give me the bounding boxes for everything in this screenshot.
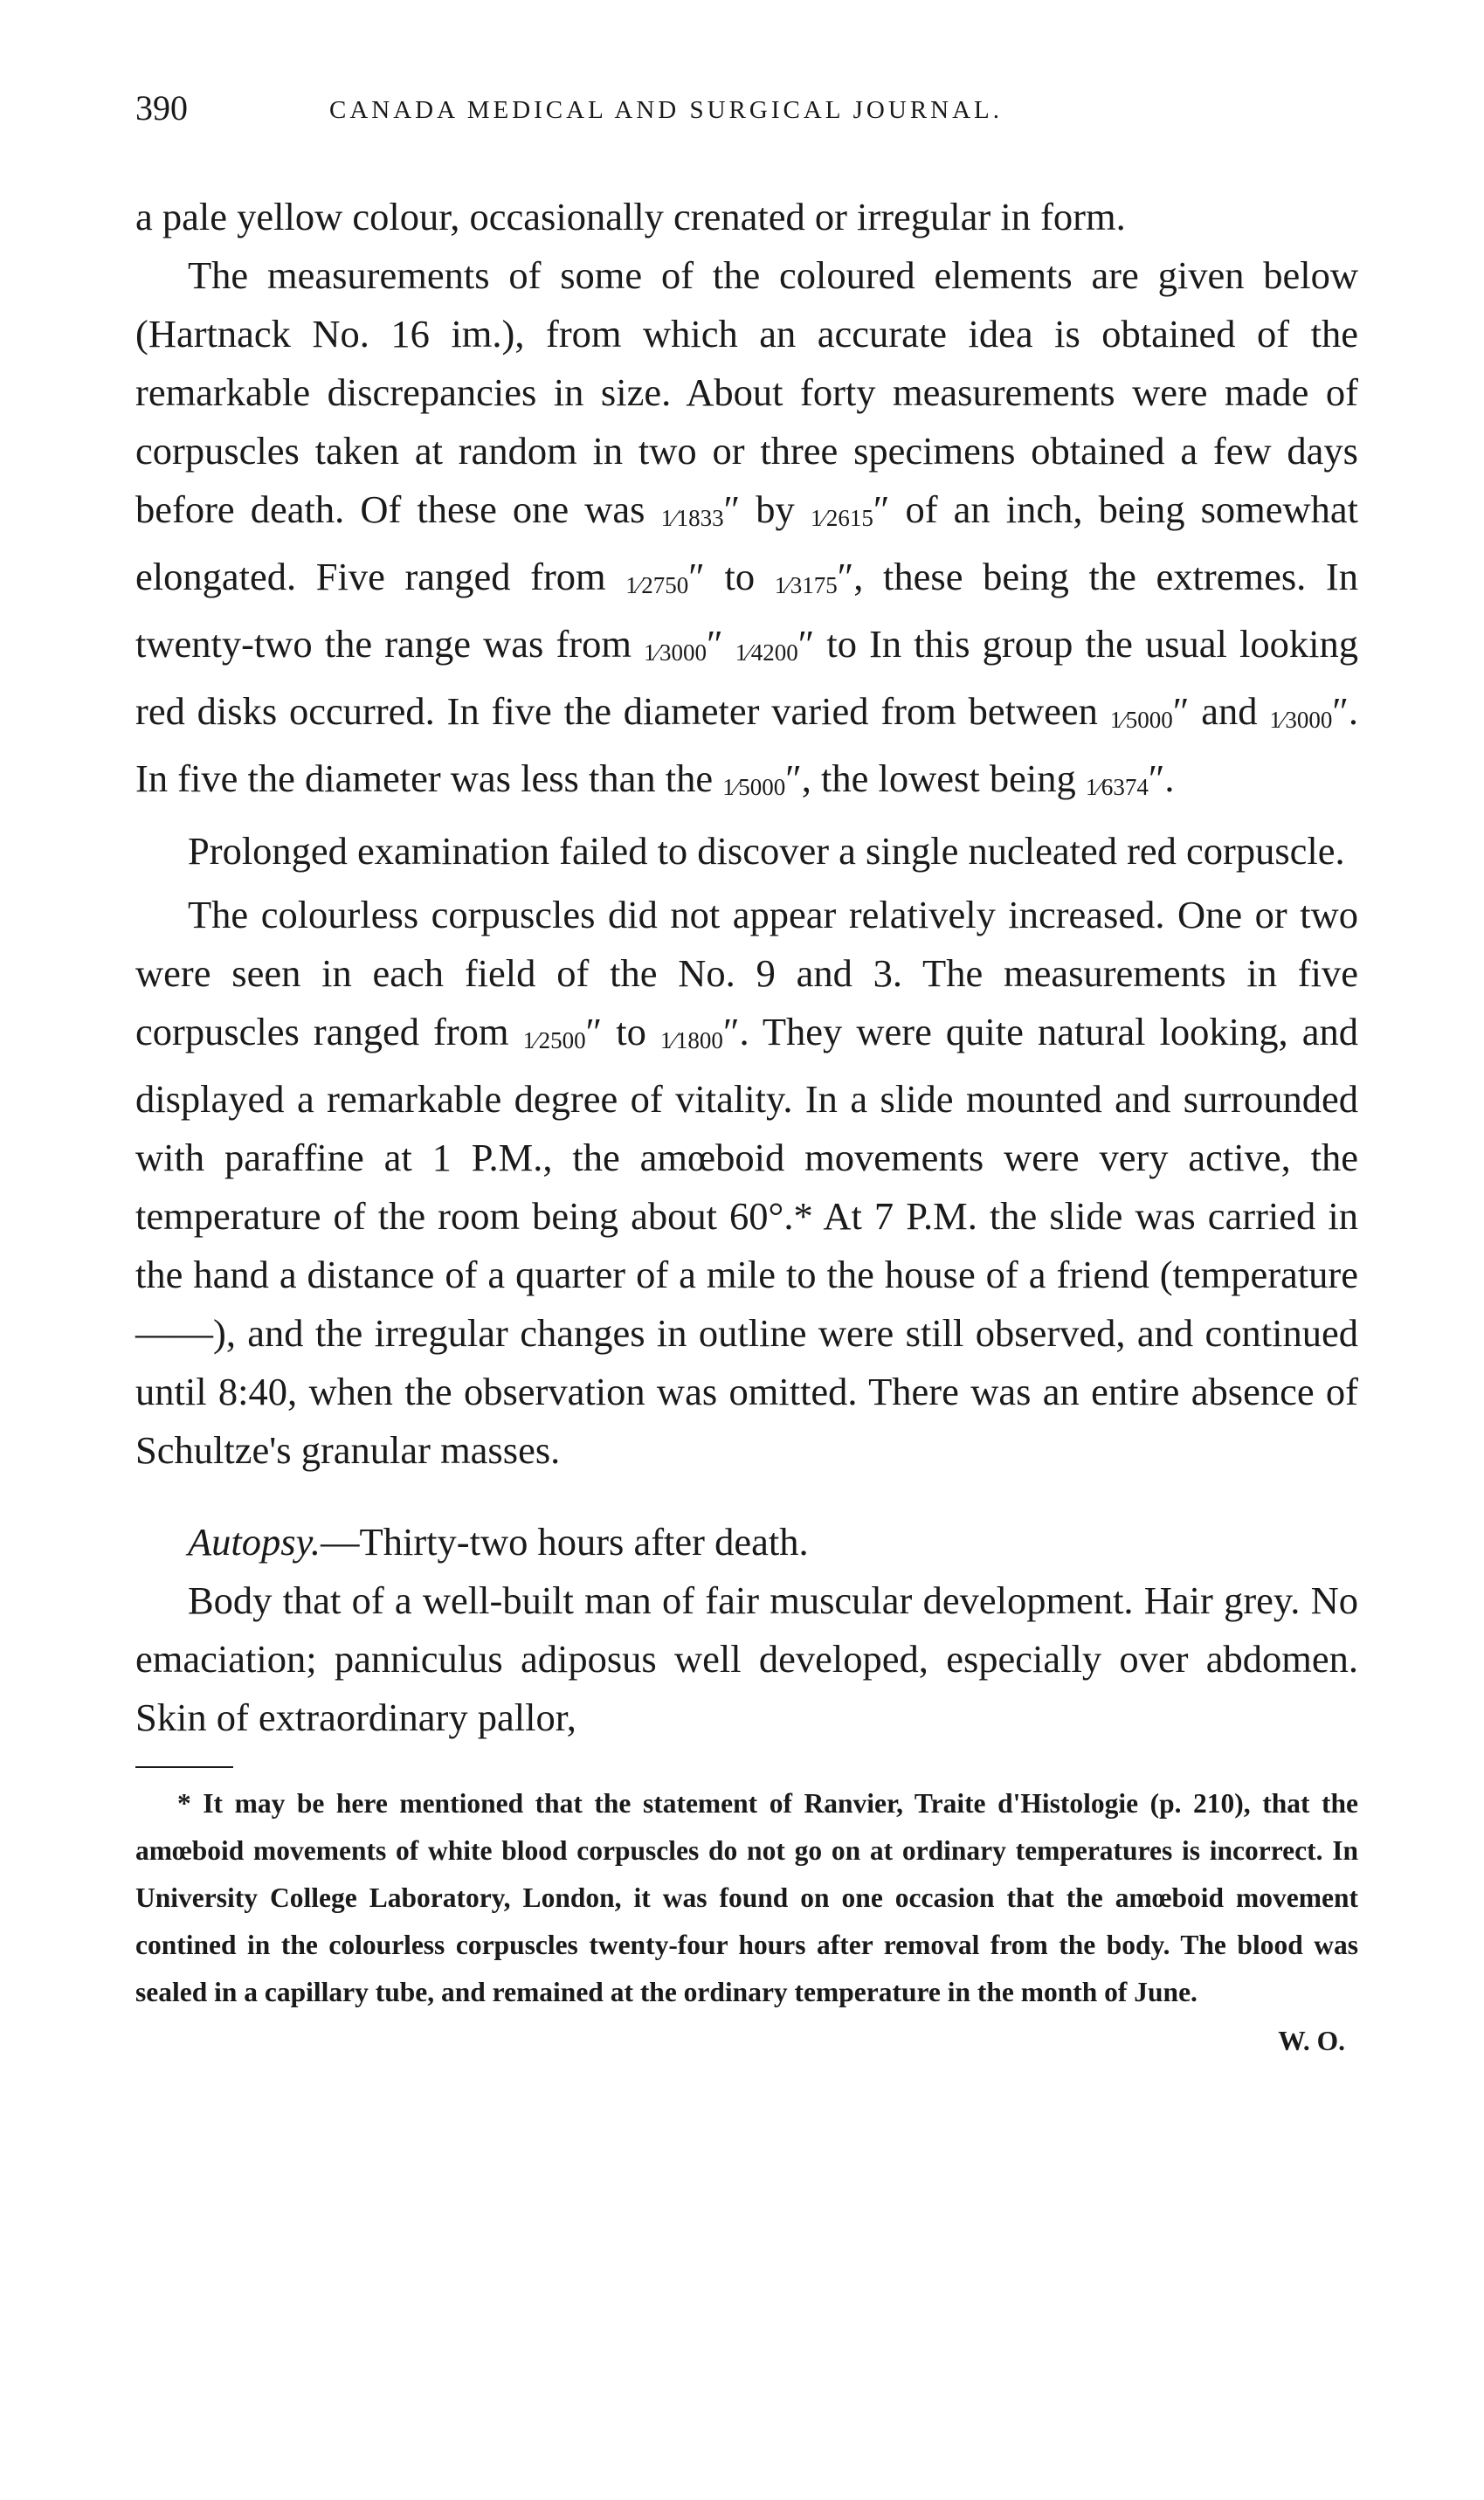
- text-run: , these being the extremes. In twenty-two the range was from: [135, 555, 1358, 666]
- journal-page: [135, 87, 1358, 2065]
- article-body: [135, 188, 1358, 1747]
- fraction: 1⁄1800: [659, 1027, 723, 1053]
- text-run: of an inch, being somewhat elongated. Five ranged from: [135, 487, 1359, 598]
- fraction: 1⁄5000: [1109, 707, 1173, 733]
- running-head: CANADA MEDICAL AND SURGICAL JOURNAL.: [329, 96, 1004, 124]
- fraction: 1⁄3000: [644, 639, 707, 666]
- paragraph-autopsy: [135, 1513, 1358, 1571]
- footnote: [135, 1780, 1358, 2065]
- fraction: 1⁄2615: [810, 505, 873, 531]
- paragraph-3: Prolonged examination failed to discover a single nucleated red corpuscle.: [188, 829, 1345, 873]
- text-run: to In this group the usual looking red disks occurred. In five the diameter varied from between: [135, 622, 1358, 733]
- text-run: . In five the diameter was less than the: [135, 689, 1358, 800]
- fraction: 1⁄5000: [722, 774, 786, 800]
- text-run: to: [602, 1010, 660, 1053]
- text-run: The measurements of some of the coloured elements are given below (Hartnack No. 16 im.), from which an accurate idea is obtained of the remarkable discrepancies in size. About forty measurements were made of corpuscles taken at random in two or three specimens obtained a few days before death. Of these one was: [135, 253, 1358, 531]
- fraction: 1⁄2500: [522, 1027, 586, 1053]
- text-run: The colourless corpuscles did not appear relatively increased. One or two were seen in each field of the No. 9 and 3. The measurements in five corpuscles ranged from: [135, 893, 1358, 1053]
- fraction: 1⁄1833: [660, 505, 724, 531]
- autopsy-lead: —Thirty-two hours after death.: [321, 1520, 809, 1564]
- text-run: and: [1189, 689, 1270, 733]
- text-run: by: [740, 487, 811, 531]
- text-run: .: [1164, 756, 1175, 800]
- fraction: 1⁄4200: [735, 639, 798, 666]
- text-run: [723, 622, 735, 666]
- footnote-rule: [135, 1766, 233, 1768]
- page-header: [135, 87, 1358, 140]
- text-run: , the lowest being: [801, 756, 1086, 800]
- fraction: 1⁄6374: [1085, 774, 1149, 800]
- fraction: 1⁄3000: [1269, 707, 1333, 733]
- page-number: 390: [135, 88, 188, 128]
- fraction: 1⁄2750: [625, 572, 689, 598]
- text-run: . They were quite natural looking, and displayed a remarkable degree of vitality. In a slide mounted and surrounded with paraffine at 1 P.M., the amœboid movements were very active, the temperature of the room being about 60°.* At 7 P.M. the slide was carried in the hand a distance of a quarter of a mile to the house of a friend (temperature ——), and the irregular changes in outline were still observed, and continued until 8:40, when the observation was omitted. There was an entire absence of Schultze's granular masses.: [135, 1010, 1358, 1472]
- paragraph-6: Body that of a well-built man of fair muscular development. Hair grey. No emaciation; panniculus adiposus well developed, especially over abdomen. Skin of extraordinary pallor,: [135, 1578, 1358, 1739]
- text-run: to: [704, 555, 775, 598]
- footnote-text: * It may be here mentioned that the statement of Ranvier, Traite d'Histologie (p. 210), that the amœboid movements of white blood corpuscles do not go on at ordinary temperatures is incorrect. In University College Laboratory, London, it was found on one occasion that the amœboid movement contined in the colourless corpuscles twenty-four hours after removal from the body. The blood was sealed in a capillary tube, and remained at the ordinary temperature in the month of June.: [135, 1788, 1358, 2007]
- paragraph-1: a pale yellow colour, occasionally crenated or irregular in form.: [135, 195, 1126, 238]
- paragraph-4: The colourless corpuscles did not appear relatively increased. One or two were seen in each field of the No. 9 and 3. The measurements in five corpuscles ranged from 1⁄2500″ to 1⁄1800″. They were quite natural looking, and displayed a remarkable degree of vitality. In a slide mounted and surrounded with paraffine at 1 P.M., the amœboid movements were very active, the temperature of the room being about 60°.* At 7 P.M. the slide was carried in the hand a distance of a quarter of a mile to the house of a friend (temperature ——), and the irregular changes in outline were still observed, and continued until 8:40, when the observation was omitted. There was an entire absence of Schultze's granular masses.: [135, 893, 1358, 1472]
- autopsy-heading: Autopsy.: [188, 1520, 321, 1564]
- fraction: 1⁄3175: [774, 572, 838, 598]
- paragraph-2: The measurements of some of the coloured elements are given below (Hartnack No. 16 im.), from which an accurate idea is obtained of the remarkable discrepancies in size. About forty measurements were made of corpuscles taken at random in two or three specimens obtained a few days before death. Of these one was 1⁄1833″ by 1⁄2615″ of an inch, being somewhat elongated. Five ranged from 1⁄2750″ to 1⁄3175″, these being the extremes. In twenty-two the range was from 1⁄3000″ 1⁄4200″ to In this group the usual looking red disks occurred. In five the diameter varied from between 1⁄5000″ and 1⁄3000″. In five the diameter was less than the 1⁄5000″, the lowest being 1⁄6374″.: [135, 253, 1359, 800]
- footnote-signature: W. O.: [1278, 2026, 1345, 2056]
